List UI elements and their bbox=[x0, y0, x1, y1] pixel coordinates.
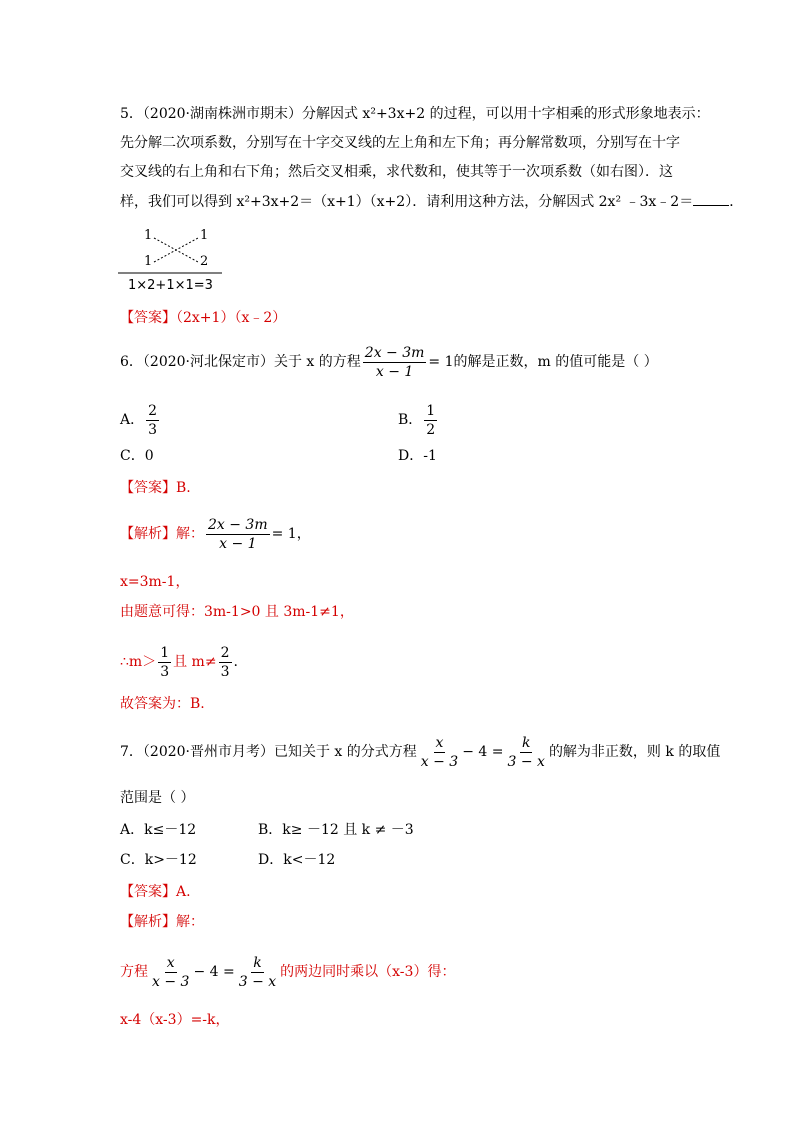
q6-solution-den: x − 1 bbox=[219, 535, 257, 552]
q6-step-3-den-1: 3 bbox=[160, 663, 170, 680]
q7-fraction-2 bbox=[506, 734, 547, 771]
q6-option-b-fraction bbox=[424, 402, 437, 439]
diagram-bottom-left: 1 bbox=[144, 254, 153, 269]
q6-solution-line bbox=[120, 512, 311, 556]
q6-step-3-num-2: 2 bbox=[220, 644, 230, 661]
q6-solution-rhs: = 1， bbox=[271, 526, 311, 542]
diagram-cross-lines bbox=[118, 226, 222, 276]
q7-fraction-2-den: 3 − x bbox=[507, 753, 545, 770]
q6-option-b-den: 2 bbox=[426, 421, 436, 438]
q6-step-3-den-2: 3 bbox=[220, 663, 230, 680]
q7-option-a: A．k≤－12 bbox=[120, 822, 197, 838]
q6-equation-fraction bbox=[363, 344, 427, 381]
q6-option-a-den: 3 bbox=[148, 421, 158, 438]
q6-step-3-start: ∴m＞ bbox=[120, 654, 157, 670]
q7-step-1-fraction-1 bbox=[150, 954, 191, 991]
diagram-top-right: 1 bbox=[200, 228, 209, 243]
q7-step-1-fraction-2 bbox=[237, 954, 278, 991]
q5-line-4-text: 样，我们可以得到 x²+3x+2＝（x+1）（x+2）．请利用这种方法，分解因式 2x² ﹣3x﹣2＝ bbox=[120, 194, 694, 210]
q5-line-3: 交叉线的右上角和右下角；然后交叉相乘，求代数和，使其等于一次项系数（如右图）．这 bbox=[120, 164, 673, 180]
q7-option-b: B．k≥ －12 且 k ≠ －3 bbox=[258, 822, 414, 838]
q6-step-3-num-1: 1 bbox=[160, 644, 170, 661]
q6-solution-fraction bbox=[206, 516, 270, 553]
diagram-sum: 1×2+1×1=3 bbox=[128, 278, 213, 293]
q6-option-a-label: A． bbox=[120, 412, 145, 428]
q7-fraction-2-num: k bbox=[521, 734, 531, 751]
q7-answer: 【答案】A. bbox=[120, 884, 191, 900]
q6-step-2: 由题意可得：3m-1>0 且 3m-1≠1， bbox=[120, 604, 354, 620]
answer-blank bbox=[693, 193, 729, 206]
q6-option-a bbox=[120, 398, 161, 442]
q6-step-3-fraction-1 bbox=[158, 644, 171, 681]
q7-step-1-f2-den: 3 − x bbox=[238, 973, 277, 990]
q7-step-1 bbox=[120, 950, 455, 994]
q7-step-1-f2-num: k bbox=[253, 954, 262, 971]
diagram-bottom-right: 2 bbox=[200, 254, 209, 269]
q6-step-3-fraction-2 bbox=[219, 644, 232, 681]
q5-answer: 【答案】（2x+1）（x﹣2） bbox=[120, 310, 287, 326]
q5-line-1: 5．（2020·湖南株洲市期末）分解因式 x²+3x+2 的过程，可以用十字相乘的形式形象地表示： bbox=[120, 106, 710, 122]
q6-eq-denominator: x − 1 bbox=[375, 363, 414, 380]
q5-line-4 bbox=[120, 192, 743, 212]
q6-answer: 【答案】B. bbox=[120, 480, 191, 496]
q6-solution-label: 【解析】解： bbox=[120, 526, 204, 542]
q6-option-d: D．-1 bbox=[398, 448, 437, 464]
q7-step-1-f1-num: x bbox=[166, 954, 175, 971]
q7-step-2: x-4（x-3）=-k， bbox=[120, 1012, 230, 1028]
q6-option-b-label: B． bbox=[398, 412, 423, 428]
q7-fraction-1-den: x − 3 bbox=[420, 753, 459, 770]
q6-option-b-num: 1 bbox=[426, 402, 436, 419]
q7-option-c: C．k>－12 bbox=[120, 852, 197, 868]
q6-solution-num: 2x − 3m bbox=[208, 516, 268, 533]
q5-line-2: 先分解二次项系数，分别写在十字交叉线的左上角和左下角；再分解常数项，分别写在十字 bbox=[120, 135, 680, 151]
q7-stem-line-2: 范围是（ ） bbox=[120, 790, 195, 806]
q6-stem bbox=[120, 340, 658, 384]
q6-option-a-num: 2 bbox=[148, 402, 158, 419]
q7-stem bbox=[120, 730, 720, 774]
q6-eq-numerator: 2x − 3m bbox=[364, 344, 425, 361]
q6-option-b bbox=[398, 398, 439, 442]
q6-step-3-mid: 且 m≠ bbox=[173, 654, 217, 670]
q5-line-4-end: ． bbox=[729, 194, 744, 210]
q7-step-1-start: 方程 bbox=[120, 964, 148, 980]
q6-step-3-end: . bbox=[233, 654, 238, 670]
q6-eq-rhs: = 1 bbox=[428, 354, 454, 370]
q6-stem-end: 的解是正数，m 的值可能是（ ） bbox=[453, 354, 658, 370]
q6-step-3 bbox=[120, 640, 238, 684]
q7-fraction-1-num: x bbox=[435, 734, 444, 751]
q7-step-1-f1-den: x − 3 bbox=[152, 973, 190, 990]
q6-step-4: 故答案为：B. bbox=[120, 696, 205, 712]
q6-option-c: C．0 bbox=[120, 448, 154, 464]
q6-option-a-fraction bbox=[146, 402, 159, 439]
q7-step-1-middle: − 4 = bbox=[193, 964, 235, 980]
q7-option-d: D．k<－12 bbox=[258, 852, 336, 868]
q6-step-1: x=3m-1， bbox=[120, 574, 190, 590]
q7-stem-start: 7．（2020·晋州市月考）已知关于 x 的分式方程 bbox=[120, 744, 417, 760]
cross-multiplication-diagram bbox=[118, 226, 222, 298]
q7-fraction-1 bbox=[419, 734, 460, 771]
q6-stem-start: 6．（2020·河北保定市）关于 x 的方程 bbox=[120, 354, 361, 370]
q7-solution-label: 【解析】解： bbox=[120, 914, 204, 930]
q7-equation-middle: − 4 = bbox=[462, 744, 504, 760]
diagram-top-left: 1 bbox=[144, 228, 153, 243]
q7-step-1-end: 的两边同时乘以（x-3）得： bbox=[280, 964, 456, 980]
q7-stem-end: 的解为非正数，则 k 的取值 bbox=[548, 744, 721, 760]
